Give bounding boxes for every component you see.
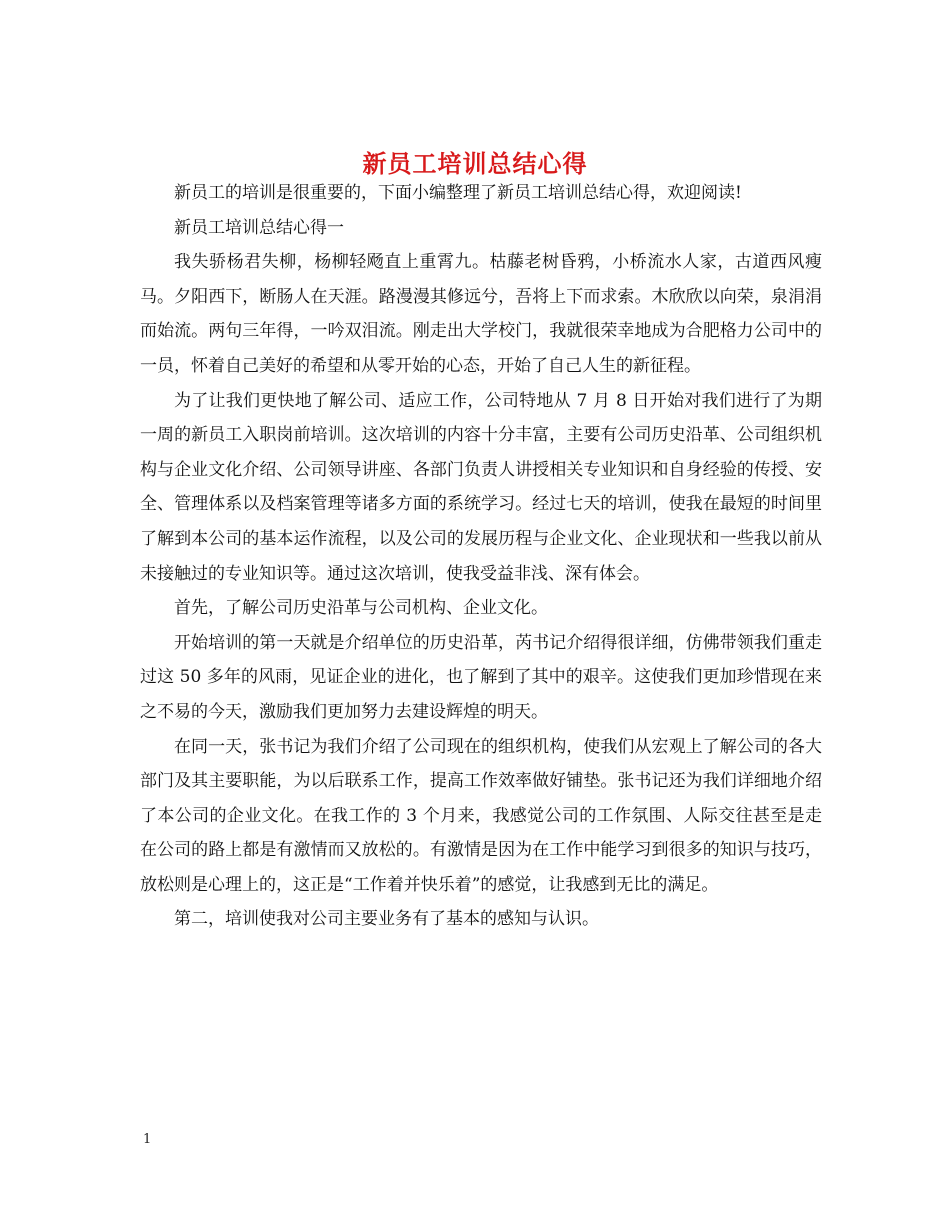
paragraph-history: 开始培训的第一天就是介绍单位的历史沿革，芮书记介绍得很详细，仿佛带领我们重走过这 50 多年的风雨，见证企业的进化，也了解到了其中的艰辛。这使我们更加珍惜现在来之不易的今天，激励我们更加努力去建设辉煌的明天。 <box>140 632 822 722</box>
document-body <box>140 176 822 937</box>
paragraph-opening: 我失骄杨君失柳，杨柳轻飏直上重霄九。枯藤老树昏鸦，小桥流水人家，古道西风瘦马。夕阳西下，断肠人在天涯。路漫漫其修远兮，吾将上下而求索。木欣欣以向荣，泉涓涓而始流。两句三年得，一吟双泪流。刚走出大学校门，我就很荣幸地成为合肥格力公司中的一员，怀着自己美好的希望和从零开始的心态，开始了自己人生的新征程。 <box>140 252 822 376</box>
paragraph-intro: 新员工的培训是很重要的，下面小编整理了新员工培训总结心得，欢迎阅读! <box>174 183 742 203</box>
section-heading: 新员工培训总结心得一 <box>174 217 344 238</box>
paragraph-organization-culture: 在同一天，张书记为我们介绍了公司现在的组织机构，使我们从宏观上了解公司的各大部门及其主要职能，为以后联系工作，提高工作效率做好铺垫。张书记还为我们详细地介绍了本公司的企业文化。在我工作的 3 个月来，我感觉公司的工作氛围、人际交往甚至是走在公司的路上都是有激情而又放松的。有激情是因为在工作中能学习到很多的知识与技巧，放松则是心理上的，这正是“工作着并快乐着”的感觉，让我感到无比的满足。 <box>140 736 822 895</box>
paragraph-second-point: 第二，培训使我对公司主要业务有了基本的感知与认识。 <box>174 909 599 930</box>
paragraph-training-overview: 为了让我们更快地了解公司、适应工作，公司特地从 7 月 8 日开始对我们进行了为期一周的新员工入职岗前培训。这次培训的内容十分丰富，主要有公司历史沿革、公司组织机构与企业文化介绍、公司领导讲座、各部门负责人讲授相关专业知识和自身经验的传授、安全、管理体系以及档案管理等诸多方面的系统学习。经过七天的培训，使我在最短的时间里了解到本公司的基本运作流程，以及公司的发展历程与企业文化、企业现状和一些我以前从未接触过的专业知识等。通过这次培训，使我受益非浅、深有体会。 <box>140 390 822 584</box>
paragraph-first-point: 首先，了解公司历史沿革与公司机构、企业文化。 <box>174 598 548 619</box>
document-title: 新员工培训总结心得 <box>362 149 588 179</box>
page-number: 1 <box>143 1132 152 1147</box>
